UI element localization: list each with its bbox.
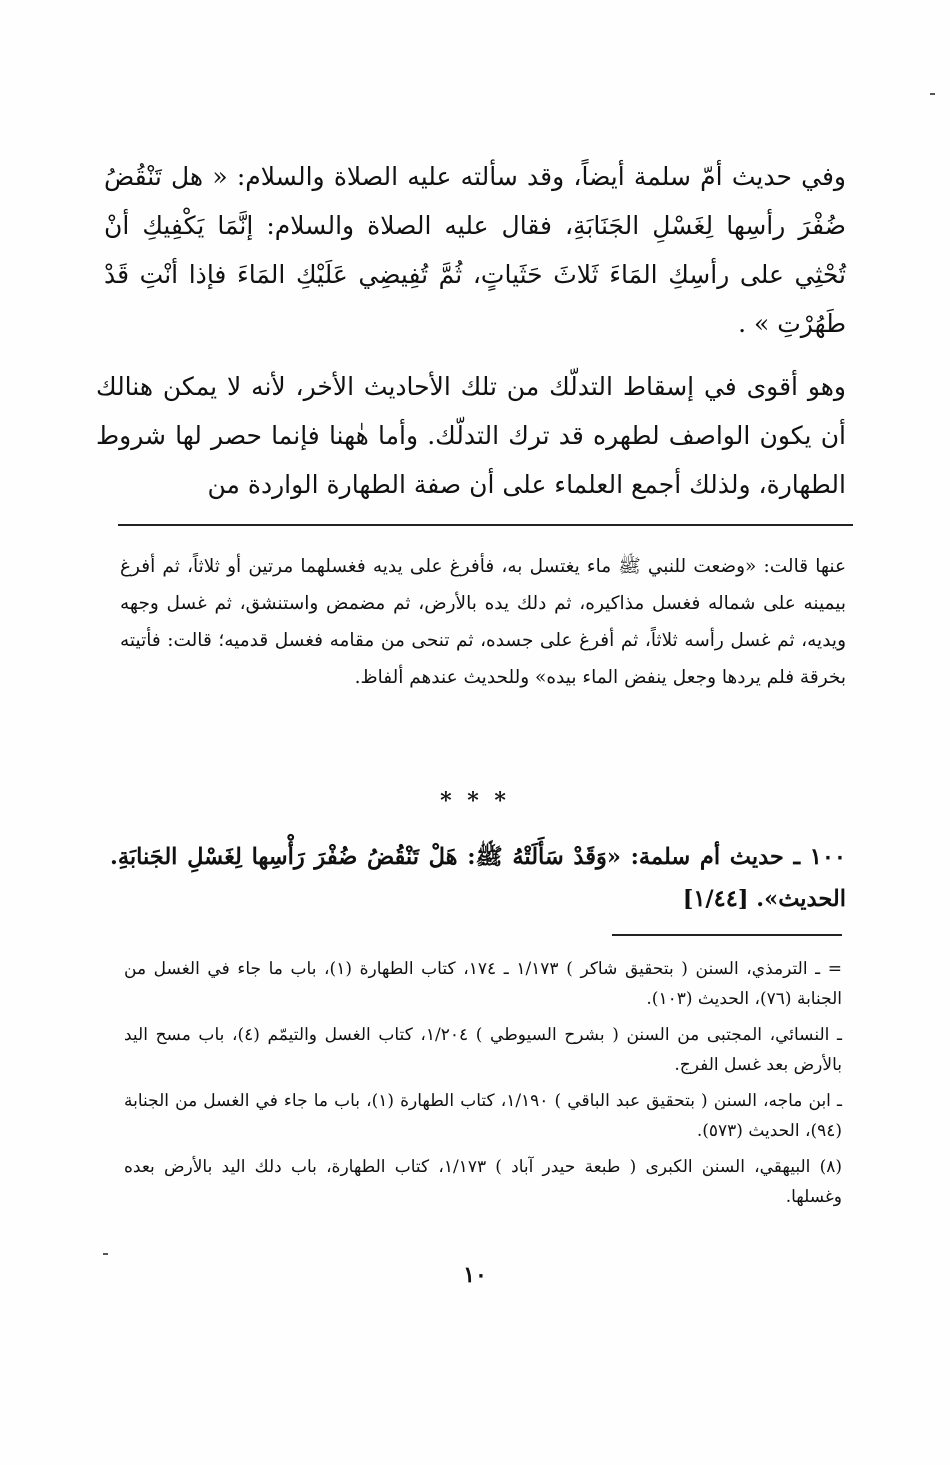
footnote-divider [118, 524, 853, 526]
paragraph-text: وهو أقوى في إسقاط التدلّك من تلك الأحاديث الأخر، لأنه لا يمكن هنالك أن يكون الواصف لطهره قد ترك التدلّك. وأما هٰهنا فإنما حصر لها شروط الطهارة، ولذلك أجمع العلماء على أن صفة الطهارة الواردة من [96, 372, 846, 499]
footnote-text: عنها قالت: «وضعت للنبي ﷺ ماء يغتسل به، فأفرغ على يديه فغسلهما مرتين أو ثلاثاً، ثم أفرغ بيمينه على شماله فغسل مذاكيره، ثم دلك يده بالأرض، ثم مضمض واستنشق، ثم غسل وجهه ويديه، ثم غسل رأسه ثلاثاً، ثم أفرغ على جسده، ثم تنحى من مقامه فغسل قدميه؛ قالت: فأتيته بخرقة فلم يردها وجعل ينفض الماء بيده» وللحديث عندهم ألفاظ. [120, 556, 846, 688]
hadith-entry [110, 836, 846, 920]
references-list [124, 954, 842, 1218]
scan-mark [103, 1253, 108, 1255]
main-paragraph-1 [104, 152, 846, 348]
reference-item: (٨) البيهقي، السنن الكبرى ( طبعة حيدر آباد ) ١/١٧٣، كتاب الطهارة، باب دلك اليد بالأرض بعده وغسلها. [124, 1157, 842, 1207]
references-divider [612, 934, 842, 936]
scan-mark [930, 93, 935, 95]
reference-item: ـ النسائي، المجتبى من السنن ( بشرح السيوطي ) ١/٢٠٤، كتاب الغسل والتيمّم (٤)، باب مسح اليد بالأرض بعد غسل الفرج. [124, 1025, 842, 1075]
footnote-continuation [120, 548, 846, 696]
main-paragraph-2 [96, 362, 846, 509]
reference-item: = ـ الترمذي، السنن ( بتحقيق شاكر ) ١/١٧٣ ـ ١٧٤، كتاب الطهارة (١)، باب ما جاء في الغسل من الجنابة (٧٦)، الحديث (١٠٣). [124, 959, 843, 1009]
reference-item: ـ ابن ماجه، السنن ( بتحقيق عبد الباقي ) ١/١٩٠، كتاب الطهارة (١)، باب ما جاء في الغسل من الجنابة (٩٤)، الحديث (٥٧٣). [124, 1091, 842, 1141]
hadith-text: ١٠٠ ـ حديث أم سلمة: «وَقَدْ سَأَلَتْهُ ﷺ: هَلْ تَنْقُضُ ضُفْرَ رَأْسِها لِغَسْلِ الجَنابَةِ. الحديث». [١/٤٤] [110, 844, 846, 912]
page-number: ١٠ [463, 1262, 487, 1288]
paragraph-text: وفي حديث أمّ سلمة أيضاً، وقد سألته عليه الصلاة والسلام: « هل تَنْقُضُ ضُفْرَ رأسِها لِغَسْلِ الجَنَابَةِ، فقال عليه الصلاة والسلام: إنَّمَا يَكْفِيكِ أنْ تُحْثِي على رأسِكِ المَاءَ ثَلاثَ حَثَياتٍ، ثُمَّ تُفِيضِي عَلَيْكِ المَاءَ فإذا أنْتِ قَدْ طَهُرْتِ » . [104, 162, 846, 338]
section-separator: * * * [440, 788, 510, 814]
